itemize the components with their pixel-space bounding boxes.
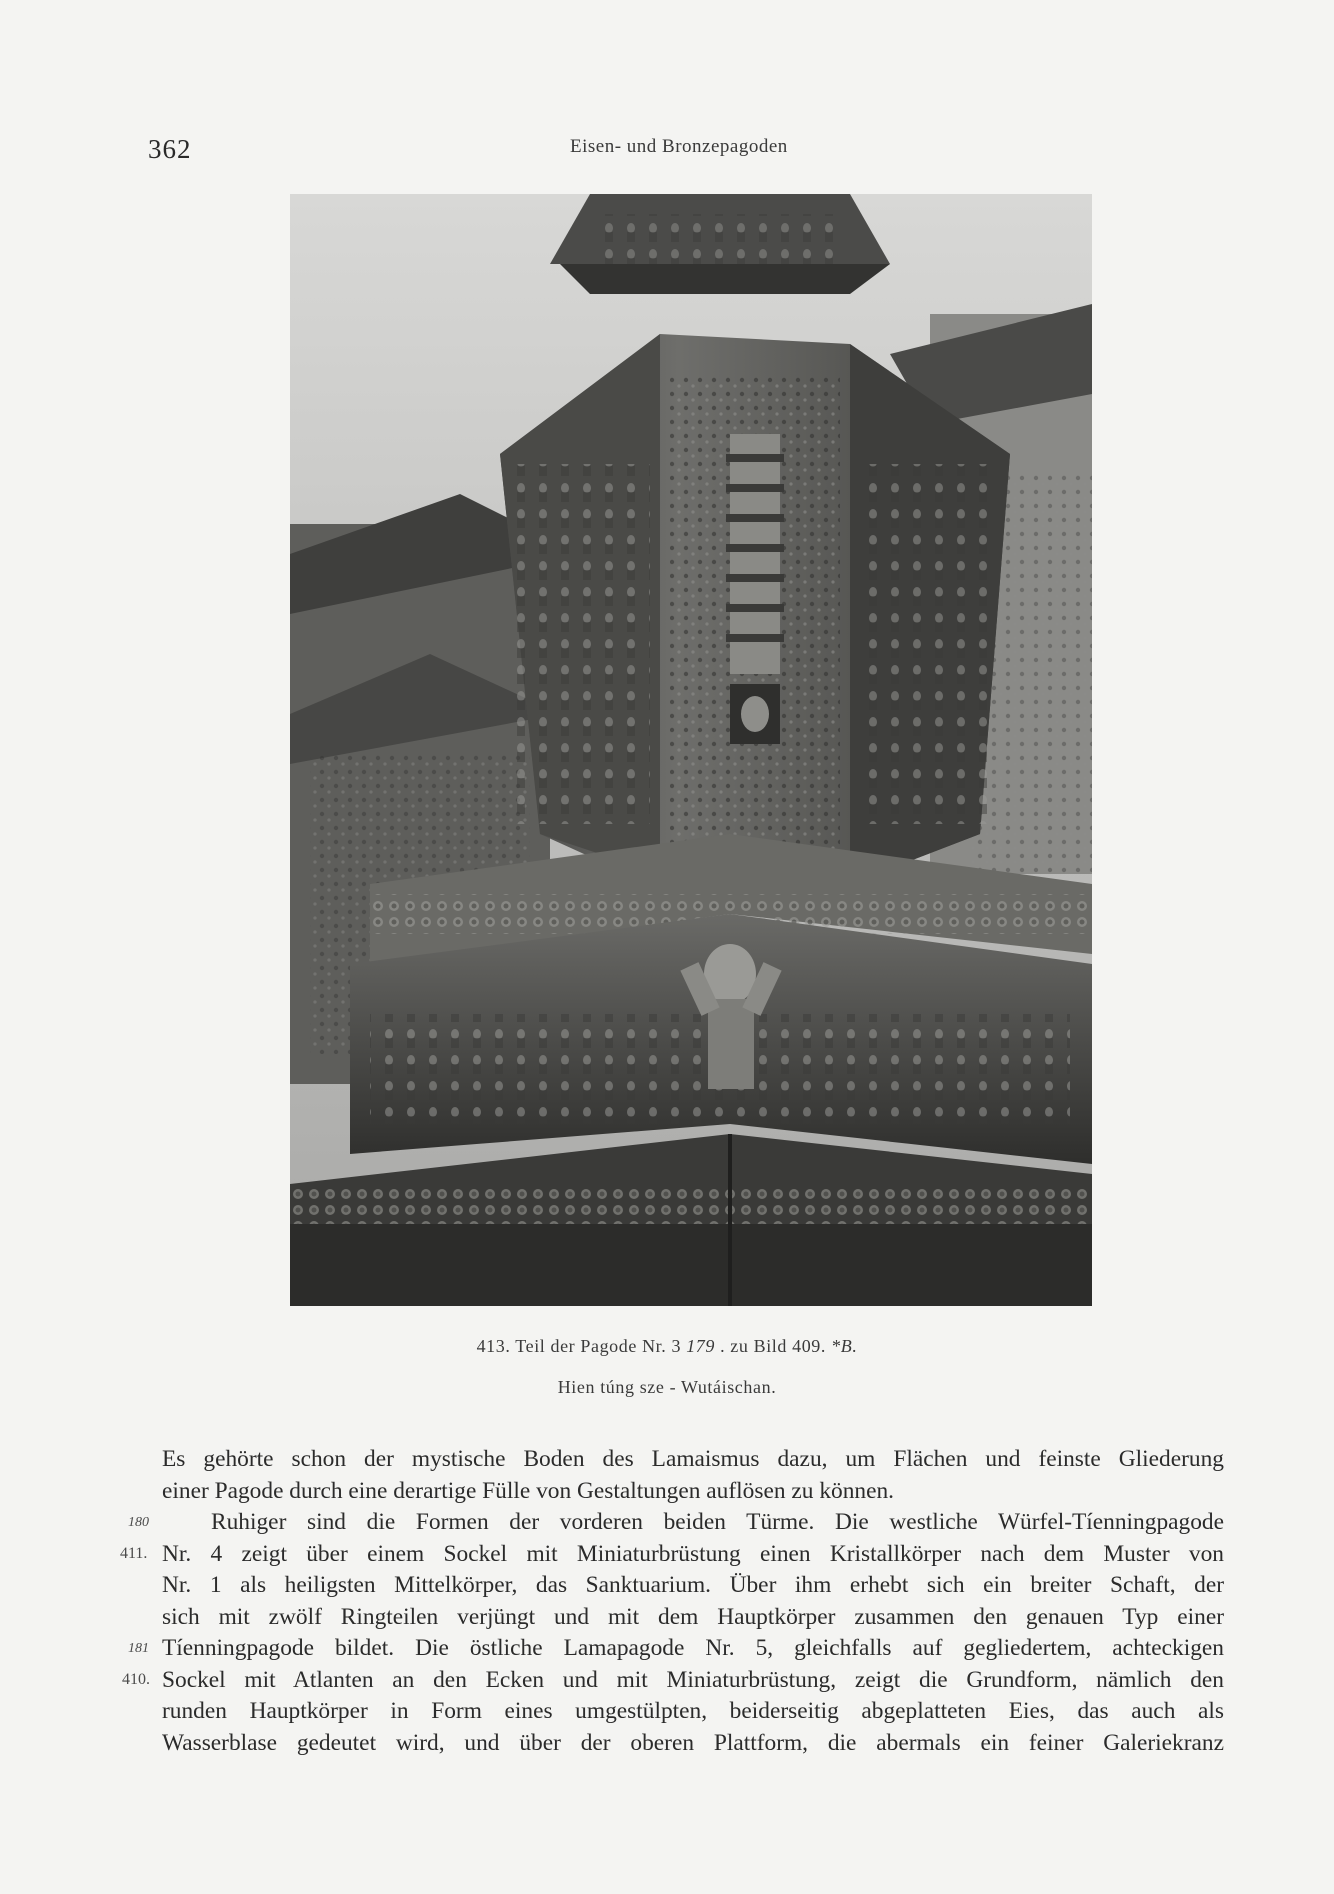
- body-line: Es gehörte schon der mystische Boden des Lamaismus dazu, um Flächen und feinste Gliederung: [162, 1446, 1224, 1472]
- body-line: Wasserblase gedeutet wird, und über der oberen Plattform, die abermals ein feiner Galeriekranz: [162, 1729, 1224, 1756]
- running-head: Eisen- und Bronzepagoden: [570, 136, 788, 157]
- body-line: Tíenningpagode bildet. Die östliche Lamapagode Nr. 5, gleichfalls auf gegliedertem, achteckigen: [162, 1635, 1224, 1661]
- pagoda-photograph-illustration: [290, 194, 1092, 1306]
- body-line: Sockel mit Atlanten an den Ecken und mit Miniaturbrüstung, zeigt die Grundform, nämlich den: [162, 1666, 1224, 1693]
- caption-number: 413.: [476, 1336, 511, 1356]
- body-line: einer Pagode durch eine derartige Fülle von Gestaltungen auflösen zu können.: [162, 1477, 895, 1504]
- page-number: 362: [148, 134, 192, 164]
- body-line: Nr. 1 als heiligsten Mittelkörper, das Sanktuarium. Über ihm erhebt sich ein breiter Schaft, der: [162, 1572, 1224, 1598]
- body-line: Ruhiger sind die Formen der vorderen beiden Türme. Die westliche Würfel-Tíenningpagode: [211, 1509, 1224, 1535]
- caption-location: Hien túng sze - Wutáischan.: [557, 1377, 777, 1397]
- margin-note: 181: [128, 1641, 149, 1656]
- body-line: Nr. 4 zeigt über einem Sockel mit Miniaturbrüstung einen Kristallkörper nach dem Muster von: [162, 1540, 1224, 1567]
- body-line: sich mit zwölf Ringteilen verjüngt und mit dem Hauptkörper zusammen den genauen Typ einer: [162, 1603, 1224, 1630]
- margin-note: 411.: [120, 1545, 148, 1562]
- caption-reference: 179: [686, 1336, 715, 1356]
- body-text: [162, 1444, 1224, 1759]
- margin-note: 180: [128, 1515, 149, 1530]
- margin-note: 410.: [122, 1671, 150, 1688]
- pagoda-photograph: [290, 194, 1092, 1306]
- caption-credit: *B.: [831, 1336, 858, 1356]
- body-line: runden Hauptkörper in Form eines umgestülpten, beiderseitig abgeplatteten Eies, das auch als: [162, 1698, 1224, 1724]
- figure-caption: [0, 1336, 1334, 1357]
- caption-text: Teil der Pagode Nr. 3: [515, 1336, 682, 1356]
- caption-suffix: . zu Bild 409.: [720, 1336, 827, 1356]
